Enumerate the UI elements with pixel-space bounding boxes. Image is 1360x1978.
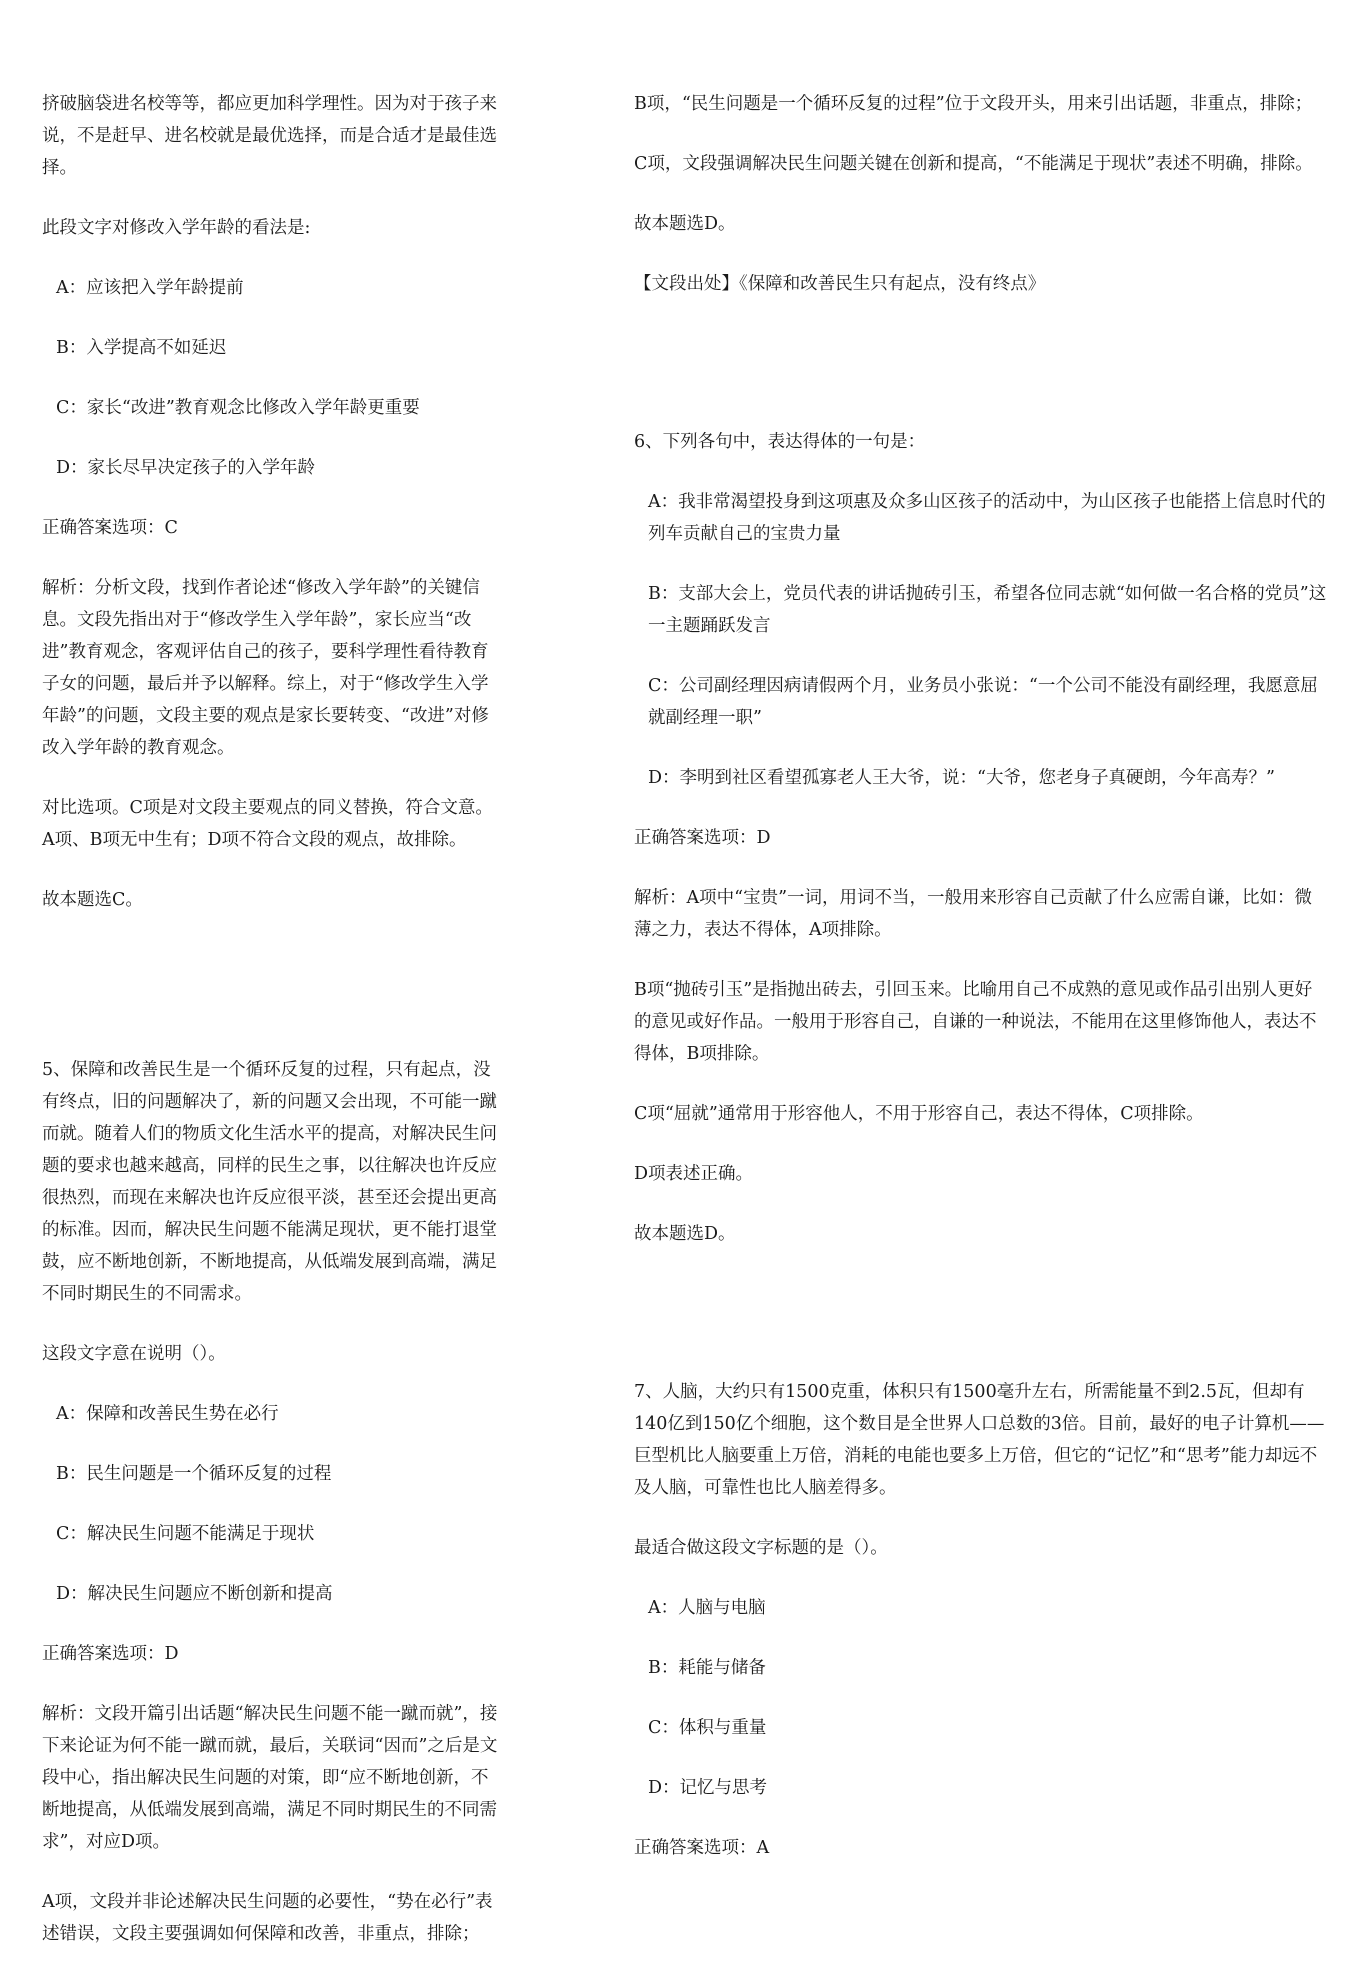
q5-option-c: C：解决民生问题不能满足于现状: [56, 1524, 315, 1544]
q4-conclusion: 故本题选C。: [42, 890, 143, 910]
q6-stem: 6、下列各句中，表达得体的一句是：: [634, 432, 926, 452]
q6-option-c: C：公司副经理因病请假两个月，业务员小张说：“一个公司不能没有副经理，我愿意屈就副经理一职”: [648, 676, 1318, 728]
q6-option-d: D：李明到社区看望孤寡老人王大爷，说：“大爷，您老身子真硬朗，今年高寿？”: [648, 768, 1275, 788]
q5-option-d: D：解决民生问题应不断创新和提高: [56, 1584, 333, 1604]
q7-option-a: A：人脑与电脑: [648, 1598, 766, 1618]
q6-conclusion: 故本题选D。: [634, 1224, 736, 1244]
right-column: [634, 88, 1328, 1892]
q4-passage-tail: 挤破脑袋进名校等等，都应更加科学理性。因为对于孩子来说，不是赶早、进名校就是最优选择，而是合适才是最佳选择。: [42, 94, 497, 178]
q6-answer: 正确答案选项：D: [634, 828, 771, 848]
q5-prompt: 这段文字意在说明（）。: [42, 1344, 226, 1364]
section-spacer: [634, 328, 1328, 426]
q7-answer: 正确答案选项：A: [634, 1838, 770, 1858]
q5-conclusion: 故本题选D。: [634, 214, 736, 234]
section-spacer: [42, 944, 504, 1054]
q7-option-d: D：记忆与思考: [648, 1778, 768, 1798]
q4-answer: 正确答案选项：C: [42, 518, 178, 538]
q6-option-b: B：支部大会上，党员代表的讲话抛砖引玉，希望各位同志就“如何做一名合格的党员”这一主题踊跃发言: [648, 584, 1327, 636]
left-column: [42, 88, 504, 1978]
q5-option-a: A：保障和改善民生势在必行: [56, 1404, 279, 1424]
q4-option-a: A：应该把入学年龄提前: [56, 278, 244, 298]
q6-option-a: A：我非常渴望投身到这项惠及众多山区孩子的活动中，为山区孩子也能搭上信息时代的列车贡献自己的宝贵力量: [648, 492, 1326, 544]
q5-a-explain: A项，文段并非论述解决民生问题的必要性，“势在必行”表述错误，文段主要强调如何保障和改善，非重点，排除；: [42, 1892, 493, 1944]
q4-analysis: 解析：分析文段，找到作者论述“修改入学年龄”的关键信息。文段先指出对于“修改学生入学年龄”，家长应当“改进”教育观念，客观评估自己的孩子，要科学理性看待教育子女的问题，最后并予以解释。综上，对于“修改学生入学年龄”的问题，文段主要的观点是家长要转变、“改进”对修改入学年龄的教育观念。: [42, 578, 489, 758]
q5-b-explain: B项，“民生问题是一个循环反复的过程”位于文段开头，用来引出话题，非重点，排除；: [634, 94, 1313, 114]
q5-c-explain: C项，文段强调解决民生问题关键在创新和提高，“不能满足于现状”表述不明确，排除。: [634, 154, 1313, 174]
q4-prompt: 此段文字对修改入学年龄的看法是:: [42, 218, 311, 238]
q5-option-b: B：民生问题是一个循环反复的过程: [56, 1464, 332, 1484]
section-spacer: [634, 1278, 1328, 1376]
q6-analysis-d: D项表述正确。: [634, 1164, 754, 1184]
q5-answer: 正确答案选项：D: [42, 1644, 179, 1664]
q5-source: 【文段出处】《保障和改善民生只有起点，没有终点》: [634, 274, 1046, 294]
q5-stem: 5、保障和改善民生是一个循环反复的过程，只有起点，没有终点，旧的问题解决了，新的问题又会出现，不可能一蹴而就。随着人们的物质文化生活水平的提高，对解决民生问题的要求也越来越高，同样的民生之事，以往解决也许反应很热烈，而现在来解决也许反应很平淡，甚至还会提出更高的标准。因而，解决民生问题不能满足现状，更不能打退堂鼓，应不断地创新，不断地提高，从低端发展到高端，满足不同时期民生的不同需求。: [42, 1060, 497, 1304]
q6-analysis-a: 解析：A项中“宝贵”一词，用词不当，一般用来形容自己贡献了什么应需自谦，比如：微薄之力，表达不得体，A项排除。: [634, 888, 1313, 940]
q4-option-c: C：家长“改进”教育观念比修改入学年龄更重要: [56, 398, 420, 418]
q6-analysis-b: B项“抛砖引玉”是指抛出砖去，引回玉来。比喻用自己不成熟的意见或作品引出别人更好的意见或好作品。一般用于形容自己，自谦的一种说法，不能用在这里修饰他人，表达不得体，B项排除。: [634, 980, 1317, 1064]
q7-option-c: C：体积与重量: [648, 1718, 767, 1738]
q7-stem-line-1: 7、人脑，大约只有1500克重，体积只有1500毫升左右，所需能量不到2.5瓦，但却有140亿到150亿个细胞，这个数目是全世界人口总数的3倍。目前，最好的电子计算机——: [634, 1382, 1325, 1434]
q6-analysis-c: C项“屈就”通常用于形容他人，不用于形容自己，表达不得体，C项排除。: [634, 1104, 1204, 1124]
q7-option-b: B：耗能与储备: [648, 1658, 766, 1678]
q4-option-b: B：入学提高不如延迟: [56, 338, 227, 358]
q7-prompt: 最适合做这段文字标题的是（）。: [634, 1538, 888, 1558]
q4-compare: 对比选项。C项是对文段主要观点的同义替换，符合文意。A项、B项无中生有；D项不符合文段的观点，故排除。: [42, 798, 493, 850]
q4-option-d: D：家长尽早决定孩子的入学年龄: [56, 458, 316, 478]
q7-stem-line-2: 巨型机比人脑要重上万倍，消耗的电能也要多上万倍，但它的“记忆”和“思考”能力却远不及人脑，可靠性也比人脑差得多。: [634, 1446, 1318, 1498]
q5-analysis: 解析：文段开篇引出话题“解决民生问题不能一蹴而就”，接下来论证为何不能一蹴而就，最后，关联词“因而”之后是文段中心，指出解决民生问题的对策，即“应不断地创新，不断地提高，从低端发展到高端，满足不同时期民生的不同需求”，对应D项。: [42, 1704, 498, 1852]
